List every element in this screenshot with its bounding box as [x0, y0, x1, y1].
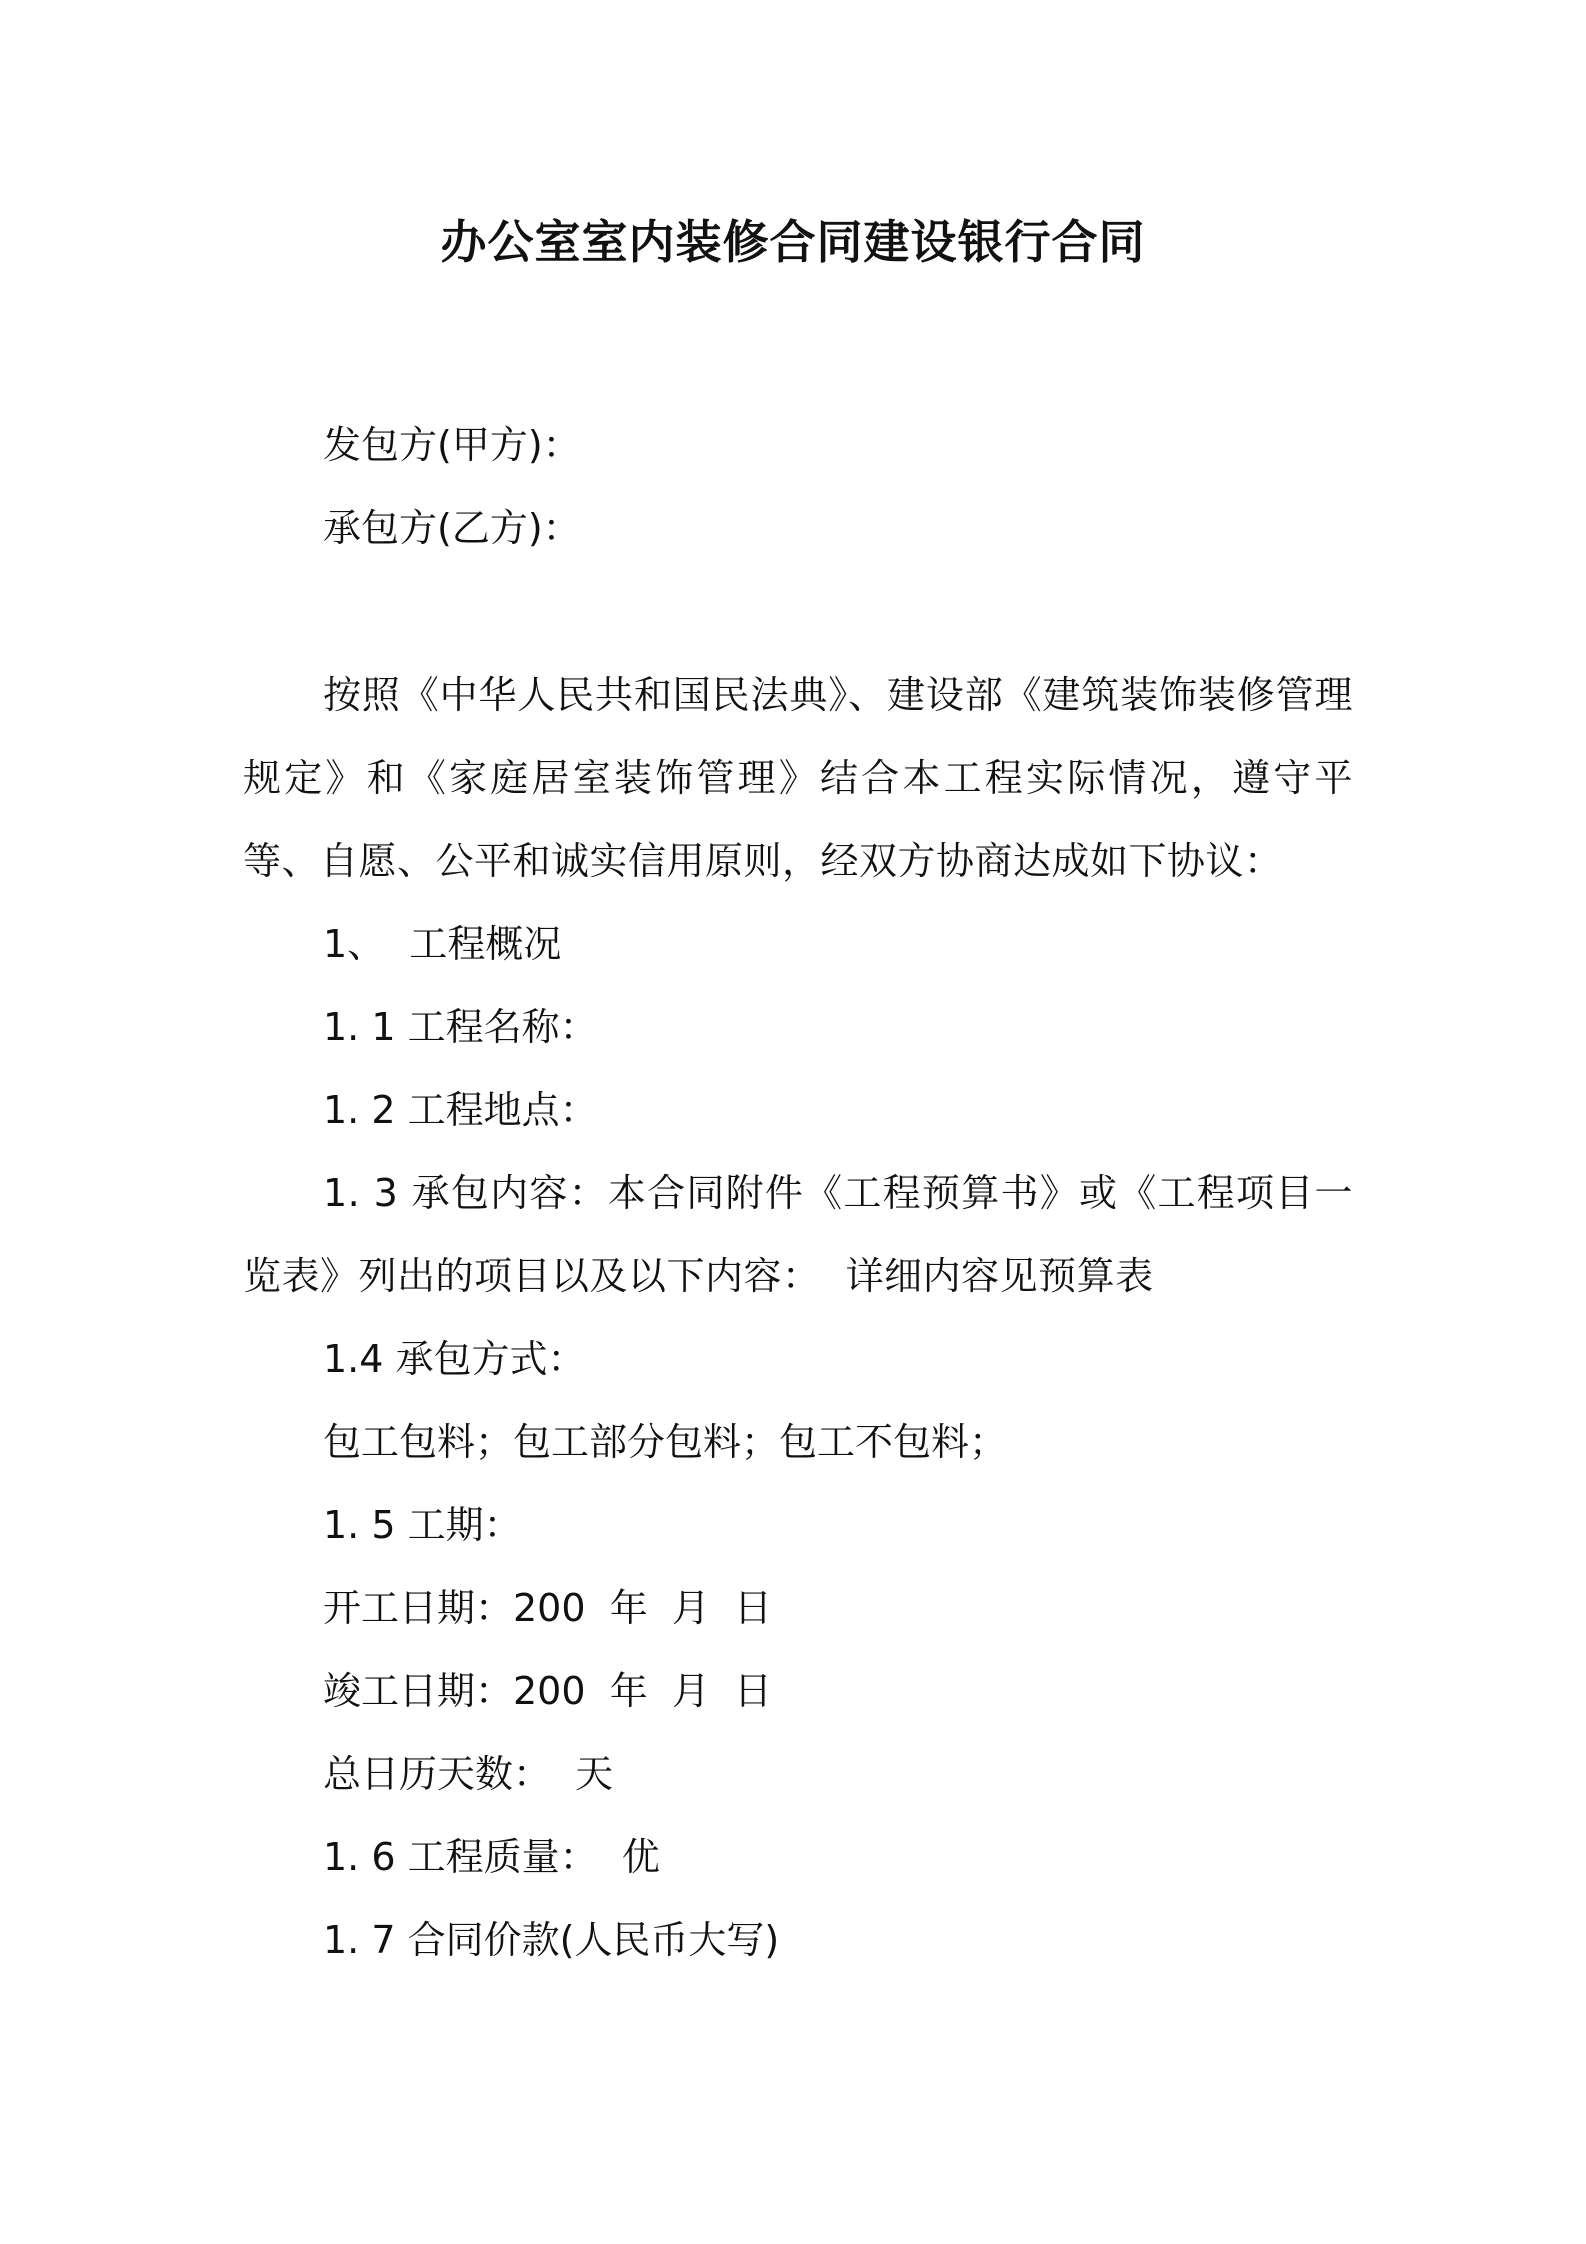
- item-project-name: 1. 1 工程名称：: [323, 1005, 598, 1049]
- item-quality: 1. 6 工程质量： 优: [323, 1835, 660, 1879]
- contract-method-options: 包工包料；包工部分包料；包工不包料；: [323, 1420, 1008, 1464]
- item-project-location: 1. 2 工程地点：: [323, 1088, 598, 1132]
- party-a-line: 发包方(甲方)：: [323, 423, 581, 467]
- item-contract-method: 1.4 承包方式：: [323, 1337, 586, 1381]
- section-heading-project-overview: 1、 工程概况: [323, 922, 562, 966]
- start-date-line: 开工日期：200 年 月 日: [323, 1586, 773, 1630]
- total-days-line: 总日历天数： 天: [323, 1752, 614, 1796]
- document-title: 办公室室内装修合同建设银行合同: [440, 215, 1146, 269]
- item-contract-price: 1. 7 合同价款(人民币大写): [323, 1918, 780, 1962]
- preamble-paragraph: 按照《中华人民共和国民法典》、建设部《建筑装饰装修管理规定》和《家庭居室装饰管理》结合本工程实际情况，遵守平等、自愿、公平和诚实信用原则，经双方协商达成如下协议：: [243, 673, 1353, 883]
- document-body: [243, 404, 1353, 1982]
- party-b-line: 承包方(乙方)：: [323, 506, 581, 550]
- item-duration: 1. 5 工期：: [323, 1503, 522, 1547]
- item-contract-scope: 1. 3 承包内容：本合同附件《工程预算书》或《工程项目一览表》列出的项目以及以下内容： 详细内容见预算表: [243, 1171, 1353, 1298]
- spacer: [243, 570, 1353, 654]
- end-date-line: 竣工日期：200 年 月 日: [323, 1669, 773, 1713]
